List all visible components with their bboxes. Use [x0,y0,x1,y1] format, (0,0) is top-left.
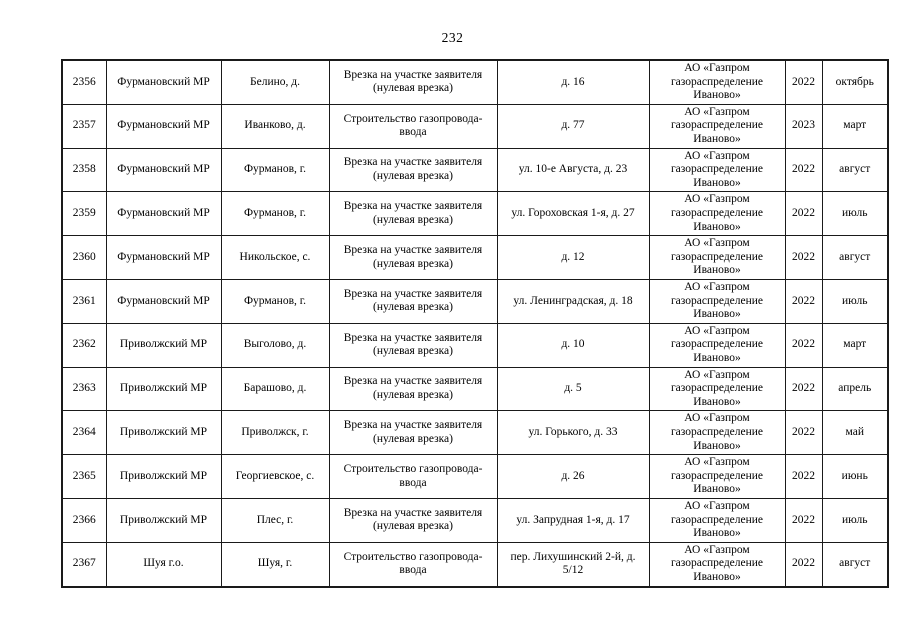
page-number: 232 [441,30,464,45]
cell-address: пер. Лихушинский 2-й, д. 5/12 [497,542,649,586]
cell-address: д. 26 [497,455,649,499]
cell-organization: АО «Газпром газораспределение Иваново» [649,411,785,455]
cell-year: 2022 [785,148,822,192]
table-row [62,236,888,280]
cell-settlement: Выголово, д. [221,323,329,367]
cell-settlement: Приволжск, г. [221,411,329,455]
cell-year: 2022 [785,542,822,586]
cell-district: Приволжский МР [106,323,221,367]
cell-settlement: Иванково, д. [221,104,329,148]
cell-row-id: 2367 [62,542,106,586]
cell-organization: АО «Газпром газораспределение Иваново» [649,60,785,104]
cell-month: июнь [822,455,888,499]
cell-organization: АО «Газпром газораспределение Иваново» [649,367,785,411]
cell-organization: АО «Газпром газораспределение Иваново» [649,148,785,192]
cell-row-id: 2362 [62,323,106,367]
cell-organization: АО «Газпром газораспределение Иваново» [649,104,785,148]
table-row [62,104,888,148]
cell-address: ул. Гороховская 1-я, д. 27 [497,192,649,236]
table-row [62,192,888,236]
cell-work-type: Строительство газопровода-ввода [329,104,497,148]
cell-row-id: 2359 [62,192,106,236]
table-row [62,367,888,411]
cell-row-id: 2361 [62,279,106,323]
cell-address: ул. Запрудная 1-я, д. 17 [497,498,649,542]
cell-month: март [822,104,888,148]
table-row [62,498,888,542]
cell-year: 2022 [785,60,822,104]
cell-settlement: Георгиевское, с. [221,455,329,499]
cell-month: июль [822,279,888,323]
cell-work-type: Врезка на участке заявителя (нулевая врезка) [329,279,497,323]
cell-row-id: 2365 [62,455,106,499]
cell-row-id: 2363 [62,367,106,411]
cell-district: Фурмановский МР [106,60,221,104]
cell-district: Шуя г.о. [106,542,221,586]
cell-year: 2022 [785,455,822,499]
table-body [62,60,888,587]
cell-row-id: 2366 [62,498,106,542]
cell-district: Фурмановский МР [106,148,221,192]
cell-work-type: Строительство газопровода-ввода [329,542,497,586]
cell-settlement: Фурманов, г. [221,279,329,323]
cell-settlement: Барашово, д. [221,367,329,411]
cell-organization: АО «Газпром газораспределение Иваново» [649,542,785,586]
table-row [62,323,888,367]
cell-month: октябрь [822,60,888,104]
cell-year: 2022 [785,236,822,280]
table-row [62,60,888,104]
cell-address: д. 77 [497,104,649,148]
cell-district: Фурмановский МР [106,104,221,148]
cell-organization: АО «Газпром газораспределение Иваново» [649,323,785,367]
cell-district: Приволжский МР [106,498,221,542]
cell-work-type: Врезка на участке заявителя (нулевая врезка) [329,323,497,367]
cell-address: д. 5 [497,367,649,411]
cell-year: 2022 [785,192,822,236]
cell-work-type: Врезка на участке заявителя (нулевая врезка) [329,60,497,104]
cell-month: март [822,323,888,367]
cell-organization: АО «Газпром газораспределение Иваново» [649,279,785,323]
cell-month: август [822,148,888,192]
cell-work-type: Врезка на участке заявителя (нулевая врезка) [329,367,497,411]
cell-year: 2022 [785,411,822,455]
gasification-schedule-table [61,59,889,588]
cell-organization: АО «Газпром газораспределение Иваново» [649,192,785,236]
cell-work-type: Строительство газопровода-ввода [329,455,497,499]
cell-address: д. 10 [497,323,649,367]
cell-district: Фурмановский МР [106,192,221,236]
cell-work-type: Врезка на участке заявителя (нулевая врезка) [329,498,497,542]
cell-row-id: 2360 [62,236,106,280]
cell-month: август [822,542,888,586]
cell-address: д. 12 [497,236,649,280]
cell-work-type: Врезка на участке заявителя (нулевая врезка) [329,236,497,280]
cell-month: май [822,411,888,455]
cell-row-id: 2357 [62,104,106,148]
cell-settlement: Никольское, с. [221,236,329,280]
cell-row-id: 2364 [62,411,106,455]
cell-month: июль [822,192,888,236]
table-row [62,148,888,192]
cell-work-type: Врезка на участке заявителя (нулевая врезка) [329,192,497,236]
cell-organization: АО «Газпром газораспределение Иваново» [649,455,785,499]
cell-settlement: Плес, г. [221,498,329,542]
cell-settlement: Шуя, г. [221,542,329,586]
cell-month: июль [822,498,888,542]
cell-month: апрель [822,367,888,411]
table-row [62,411,888,455]
cell-row-id: 2356 [62,60,106,104]
cell-settlement: Фурманов, г. [221,148,329,192]
cell-year: 2022 [785,279,822,323]
cell-address: д. 16 [497,60,649,104]
cell-district: Приволжский МР [106,411,221,455]
cell-settlement: Белино, д. [221,60,329,104]
cell-month: август [822,236,888,280]
cell-work-type: Врезка на участке заявителя (нулевая врезка) [329,148,497,192]
cell-address: ул. Горького, д. 33 [497,411,649,455]
cell-year: 2023 [785,104,822,148]
cell-settlement: Фурманов, г. [221,192,329,236]
cell-district: Фурмановский МР [106,236,221,280]
table-row [62,455,888,499]
cell-address: ул. Ленинградская, д. 18 [497,279,649,323]
table-row [62,542,888,586]
cell-work-type: Врезка на участке заявителя (нулевая врезка) [329,411,497,455]
cell-district: Приволжский МР [106,455,221,499]
cell-year: 2022 [785,323,822,367]
cell-address: ул. 10-е Августа, д. 23 [497,148,649,192]
cell-year: 2022 [785,498,822,542]
cell-district: Фурмановский МР [106,279,221,323]
cell-year: 2022 [785,367,822,411]
cell-district: Приволжский МР [106,367,221,411]
cell-organization: АО «Газпром газораспределение Иваново» [649,498,785,542]
cell-row-id: 2358 [62,148,106,192]
table-row [62,279,888,323]
cell-organization: АО «Газпром газораспределение Иваново» [649,236,785,280]
